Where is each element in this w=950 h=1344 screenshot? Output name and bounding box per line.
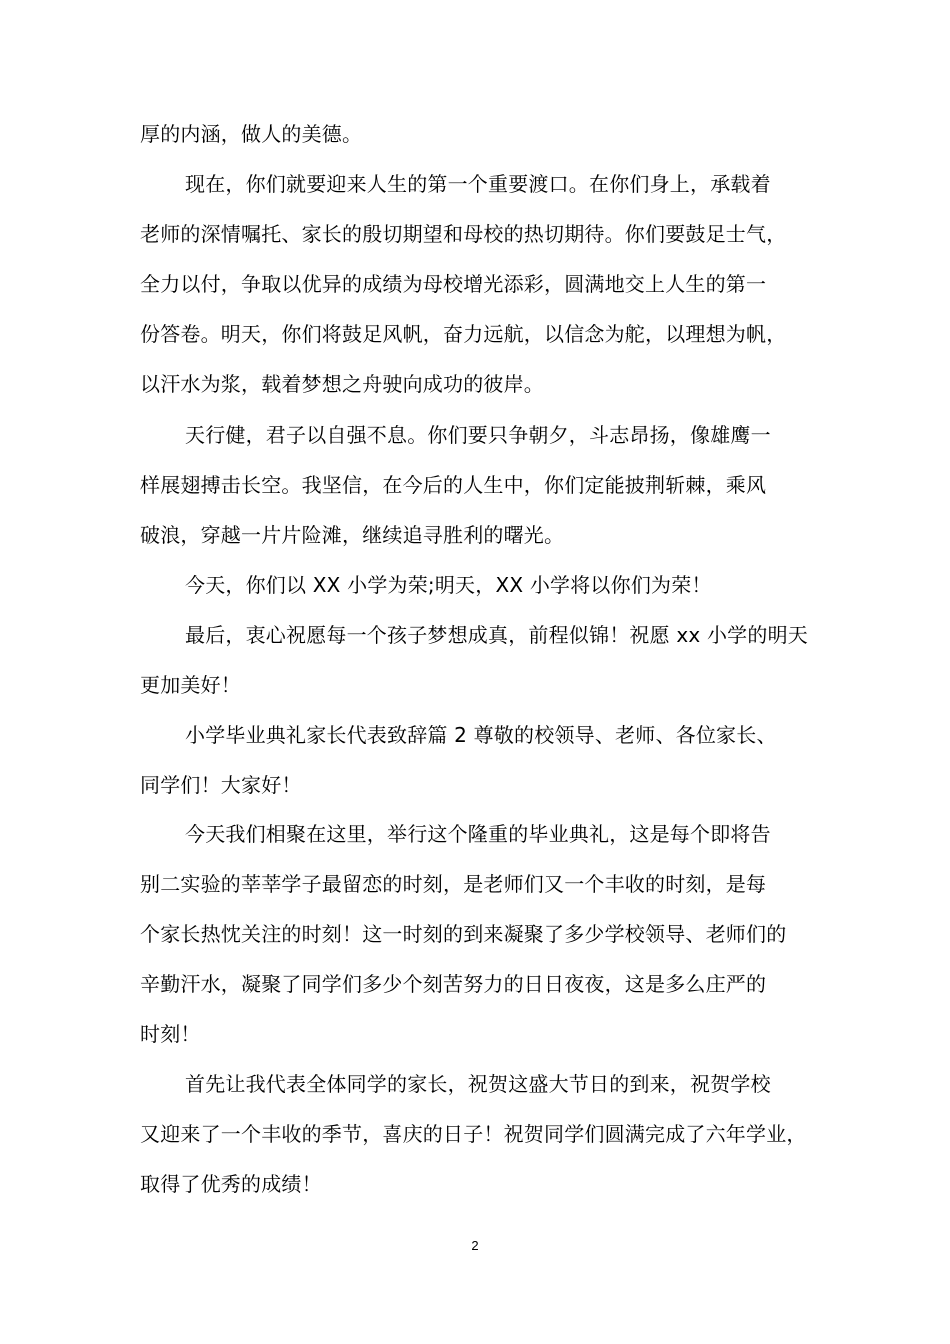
text-line: 今天我们相聚在这里，举行这个隆重的毕业典礼，这是每个即将告 xyxy=(185,822,771,846)
text-line: 全力以付，争取以优异的成绩为母校增光添彩，圆满地交上人生的第一 xyxy=(140,272,767,296)
text-line: 天行健，君子以自强不息。你们要只争朝夕，斗志昂扬，像雄鹰一 xyxy=(185,423,771,447)
text-line: 现在，你们就要迎来人生的第一个重要渡口。在你们身上，承载着 xyxy=(185,172,771,196)
text-line: 个家长热忱关注的时刻！这一时刻的到来凝聚了多少学校领导、老师们的 xyxy=(140,922,787,946)
text-line: 样展翅搏击长空。我坚信，在今后的人生中，你们定能披荆斩棘，乘风 xyxy=(140,473,767,497)
text-line: 最后，衷心祝愿每一个孩子梦想成真，前程似锦！祝愿 xx 小学的明天 xyxy=(185,623,808,647)
text-line: 更加美好！ xyxy=(140,673,241,697)
text-line: 又迎来了一个丰收的季节，喜庆的日子！祝贺同学们圆满完成了六年学业， xyxy=(140,1122,807,1146)
text-line: 今天，你们以 XX 小学为荣;明天，XX 小学将以你们为荣！ xyxy=(185,573,712,597)
text-line: 辛勤汗水，凝聚了同学们多少个刻苦努力的日日夜夜，这是多么庄严的 xyxy=(140,972,767,996)
text-line: 厚的内涵，做人的美德。 xyxy=(140,122,363,146)
text-line: 同学们！大家好！ xyxy=(140,773,302,797)
text-line: 以汗水为浆，载着梦想之舟驶向成功的彼岸。 xyxy=(140,372,544,396)
text-line: 老师的深情嘱托、家长的殷切期望和母校的热切期待。你们要鼓足士气， xyxy=(140,222,787,246)
text-line: 份答卷。明天，你们将鼓足风帆，奋力远航，以信念为舵，以理想为帆， xyxy=(140,322,787,346)
text-line: 时刻！ xyxy=(140,1022,201,1046)
text-line: 取得了优秀的成绩！ xyxy=(140,1172,322,1196)
text-line: 首先让我代表全体同学的家长，祝贺这盛大节日的到来，祝贺学校 xyxy=(185,1072,771,1096)
text-line: 别二实验的莘莘学子最留恋的时刻，是老师们又一个丰收的时刻，是每 xyxy=(140,872,767,896)
text-line: 小学毕业典礼家长代表致辞篇 2 尊敬的校领导、老师、各位家长、 xyxy=(185,723,777,747)
page-number: 2 xyxy=(471,1238,479,1253)
text-line: 破浪，穿越一片片险滩，继续追寻胜利的曙光。 xyxy=(140,523,565,547)
